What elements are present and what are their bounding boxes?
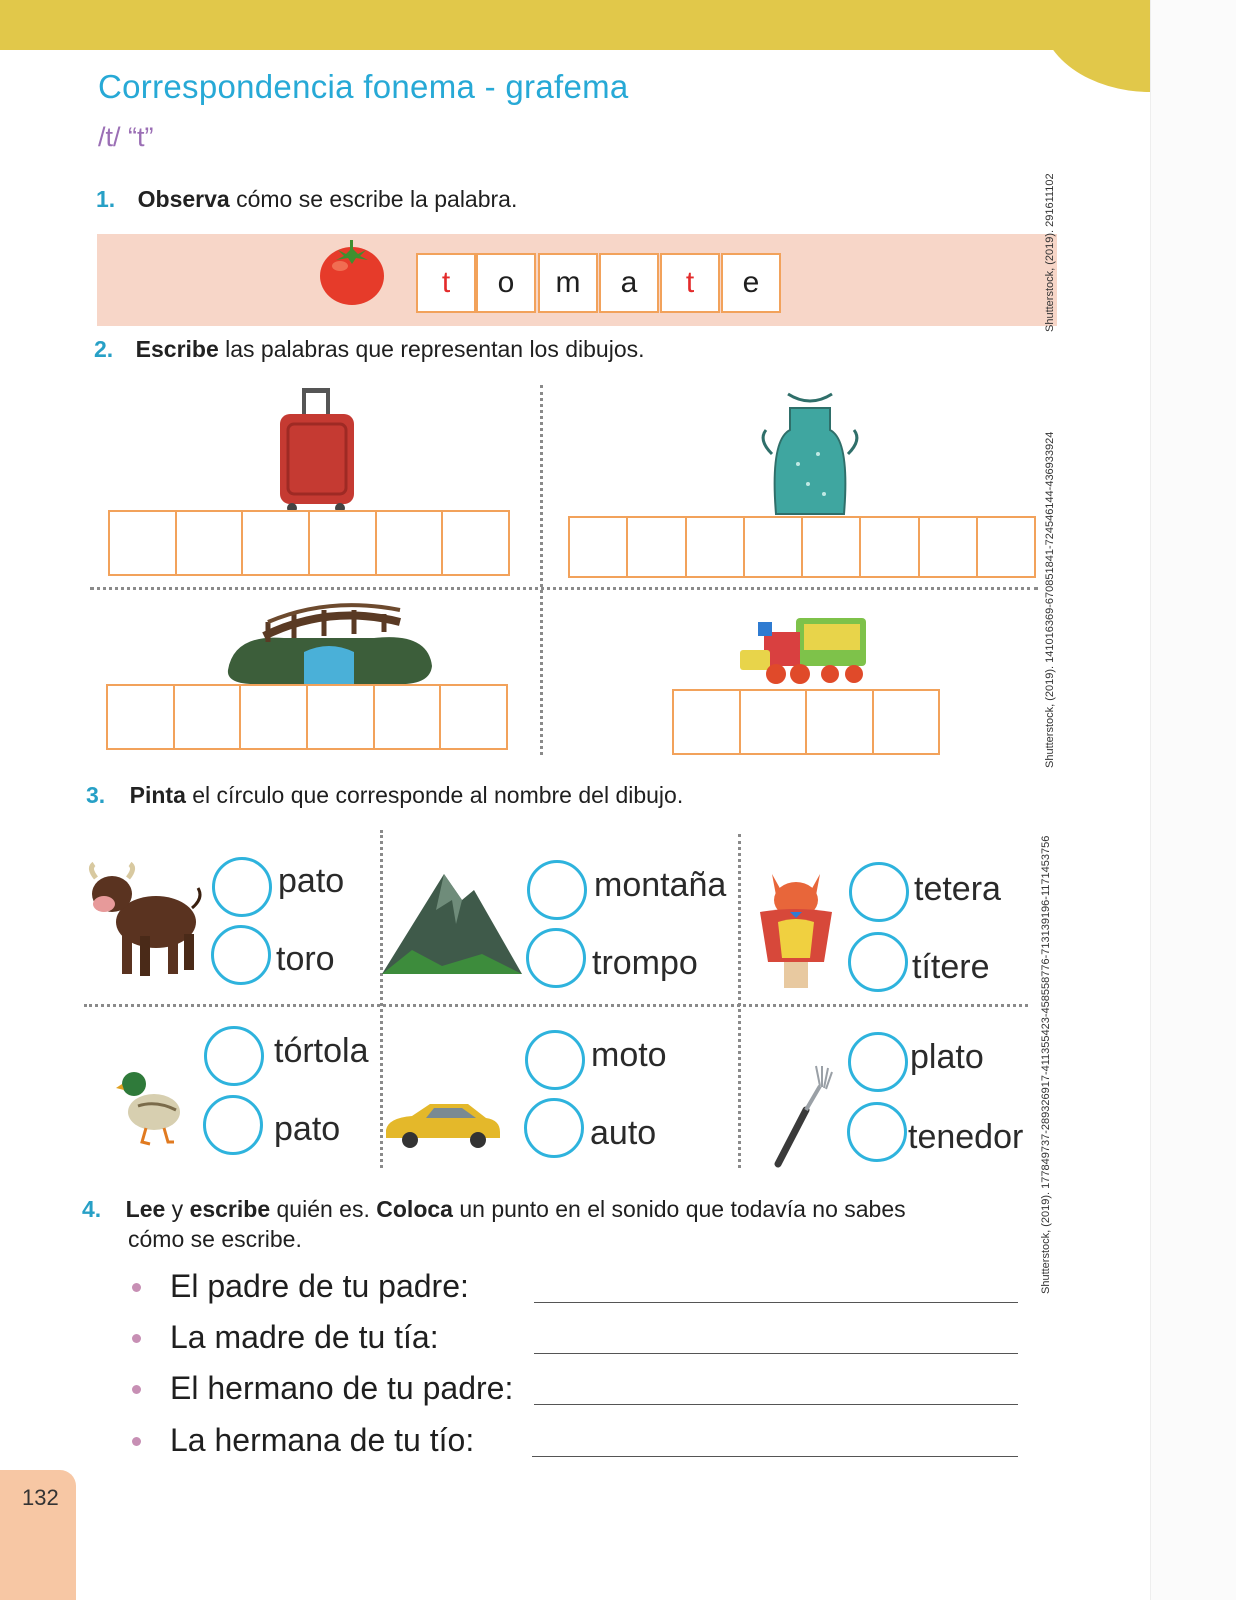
question-1 bbox=[96, 186, 517, 213]
suitcase-image bbox=[272, 388, 362, 512]
answer-line[interactable] bbox=[534, 1404, 1018, 1405]
bull-image bbox=[88, 864, 206, 980]
grid-divider-vertical bbox=[540, 385, 543, 755]
option-word: montaña bbox=[594, 866, 727, 904]
bullet bbox=[132, 1334, 141, 1343]
image-credit: Shutterstock, (2019). 141016369-670851841-724546144-436933924 bbox=[1044, 431, 1056, 768]
answer-box[interactable] bbox=[743, 516, 803, 578]
answer-box[interactable] bbox=[106, 684, 175, 750]
bullet bbox=[132, 1437, 141, 1446]
fork-image bbox=[770, 1066, 834, 1166]
answer-box[interactable] bbox=[306, 684, 375, 750]
answer-box[interactable] bbox=[108, 510, 177, 576]
option-word: tórtola bbox=[274, 1032, 369, 1070]
question-number: 3. bbox=[86, 782, 106, 808]
option-word: títere bbox=[912, 948, 990, 986]
option-word: tenedor bbox=[908, 1118, 1024, 1156]
letter-box-1: t bbox=[416, 253, 476, 313]
option-circle-toro[interactable] bbox=[211, 925, 271, 985]
option-word: pato bbox=[274, 1110, 341, 1148]
prompt-text: La hermana de tu tío: bbox=[170, 1422, 475, 1458]
answer-row-delantal bbox=[568, 516, 1036, 578]
question-2 bbox=[94, 336, 645, 363]
answer-box[interactable] bbox=[672, 689, 741, 755]
letter-box-4: a bbox=[599, 253, 659, 313]
question-text: Observa cómo se escribe la palabra. bbox=[137, 186, 518, 212]
option-circle-montana[interactable] bbox=[527, 860, 587, 920]
question-text: Pinta el círculo que corresponde al nombre del dibujo. bbox=[129, 782, 684, 808]
option-word: trompo bbox=[592, 944, 698, 982]
letter-box-3: m bbox=[538, 253, 598, 313]
page-number: 132 bbox=[22, 1485, 59, 1510]
answer-box[interactable] bbox=[872, 689, 941, 755]
option-circle-titere[interactable] bbox=[848, 932, 908, 992]
option-word: moto bbox=[591, 1036, 667, 1074]
option-word: plato bbox=[910, 1038, 984, 1076]
answer-line[interactable] bbox=[534, 1302, 1018, 1303]
answer-box[interactable] bbox=[239, 684, 308, 750]
answer-row-maleta bbox=[108, 510, 510, 576]
answer-box[interactable] bbox=[918, 516, 978, 578]
letter-box-5: t bbox=[660, 253, 720, 313]
option-circle-pato[interactable] bbox=[212, 857, 272, 917]
answer-row-puente bbox=[106, 684, 508, 750]
puppet-image bbox=[754, 866, 838, 990]
answer-box[interactable] bbox=[373, 684, 442, 750]
option-circle-moto[interactable] bbox=[525, 1030, 585, 1090]
question-text-continued: cómo se escribe. bbox=[128, 1226, 302, 1252]
grid-divider-vertical bbox=[738, 834, 741, 1168]
answer-row-tren bbox=[672, 689, 940, 755]
option-word: toro bbox=[276, 940, 335, 978]
grid-divider-horizontal bbox=[84, 1004, 1028, 1007]
option-circle-auto[interactable] bbox=[524, 1098, 584, 1158]
question-number: 1. bbox=[96, 186, 116, 212]
answer-line[interactable] bbox=[534, 1353, 1018, 1354]
answer-box[interactable] bbox=[685, 516, 745, 578]
option-word: auto bbox=[590, 1114, 657, 1152]
answer-box[interactable] bbox=[626, 516, 686, 578]
bullet bbox=[132, 1385, 141, 1394]
answer-box[interactable] bbox=[173, 684, 242, 750]
apron-image bbox=[758, 394, 862, 518]
duck-image bbox=[116, 1066, 186, 1146]
letter-box-6: e bbox=[721, 253, 781, 313]
question-4 bbox=[82, 1196, 906, 1223]
answer-box[interactable] bbox=[241, 510, 310, 576]
answer-box[interactable] bbox=[801, 516, 861, 578]
question-text: Lee y escribe quién es. Coloca un punto en el sonido que todavía no sabes bbox=[125, 1196, 906, 1222]
option-word: pato bbox=[278, 862, 345, 900]
mountain-image bbox=[382, 870, 522, 974]
option-circle-tortola[interactable] bbox=[204, 1026, 264, 1086]
page-title: Correspondencia fonema - grafema bbox=[98, 68, 629, 105]
car-image bbox=[382, 1100, 502, 1148]
toy-train-image bbox=[736, 610, 870, 688]
answer-box[interactable] bbox=[375, 510, 444, 576]
top-color-band bbox=[0, 0, 1150, 50]
answer-box[interactable] bbox=[805, 689, 874, 755]
answer-box[interactable] bbox=[976, 516, 1036, 578]
option-circle-pato[interactable] bbox=[203, 1095, 263, 1155]
page-subtitle: /t/ “t” bbox=[98, 122, 154, 152]
tomato-image bbox=[316, 236, 388, 308]
prompt-text: La madre de tu tía: bbox=[170, 1319, 439, 1355]
answer-box[interactable] bbox=[175, 510, 244, 576]
answer-box[interactable] bbox=[308, 510, 377, 576]
option-circle-plato[interactable] bbox=[848, 1032, 908, 1092]
page-right-margin bbox=[1150, 0, 1236, 1600]
question-number: 2. bbox=[94, 336, 114, 362]
question-number: 4. bbox=[82, 1196, 102, 1222]
image-credit: Shutterstock, (2019). 177849737-289326917-411355423-458558776-713139196-1171453756 bbox=[1040, 835, 1052, 1294]
answer-box[interactable] bbox=[441, 510, 510, 576]
option-circle-tetera[interactable] bbox=[849, 862, 909, 922]
top-band-curve bbox=[1040, 0, 1150, 92]
answer-box[interactable] bbox=[739, 689, 808, 755]
image-credit: Shutterstock, (2019). 291611102 bbox=[1044, 173, 1056, 332]
option-circle-tenedor[interactable] bbox=[847, 1102, 907, 1162]
prompt-text: El padre de tu padre: bbox=[170, 1268, 469, 1304]
bridge-image bbox=[224, 604, 436, 688]
bullet bbox=[132, 1283, 141, 1292]
answer-box[interactable] bbox=[859, 516, 919, 578]
option-circle-trompo[interactable] bbox=[526, 928, 586, 988]
grid-divider-horizontal bbox=[90, 587, 1038, 590]
question-text: Escribe las palabras que representan los dibujos. bbox=[135, 336, 645, 362]
answer-line[interactable] bbox=[532, 1456, 1018, 1457]
option-word: tetera bbox=[914, 870, 1001, 908]
letter-box-2: o bbox=[476, 253, 536, 313]
prompt-text: El hermano de tu padre: bbox=[170, 1370, 514, 1406]
question-3 bbox=[86, 782, 683, 809]
answer-box[interactable] bbox=[568, 516, 628, 578]
answer-box[interactable] bbox=[439, 684, 508, 750]
